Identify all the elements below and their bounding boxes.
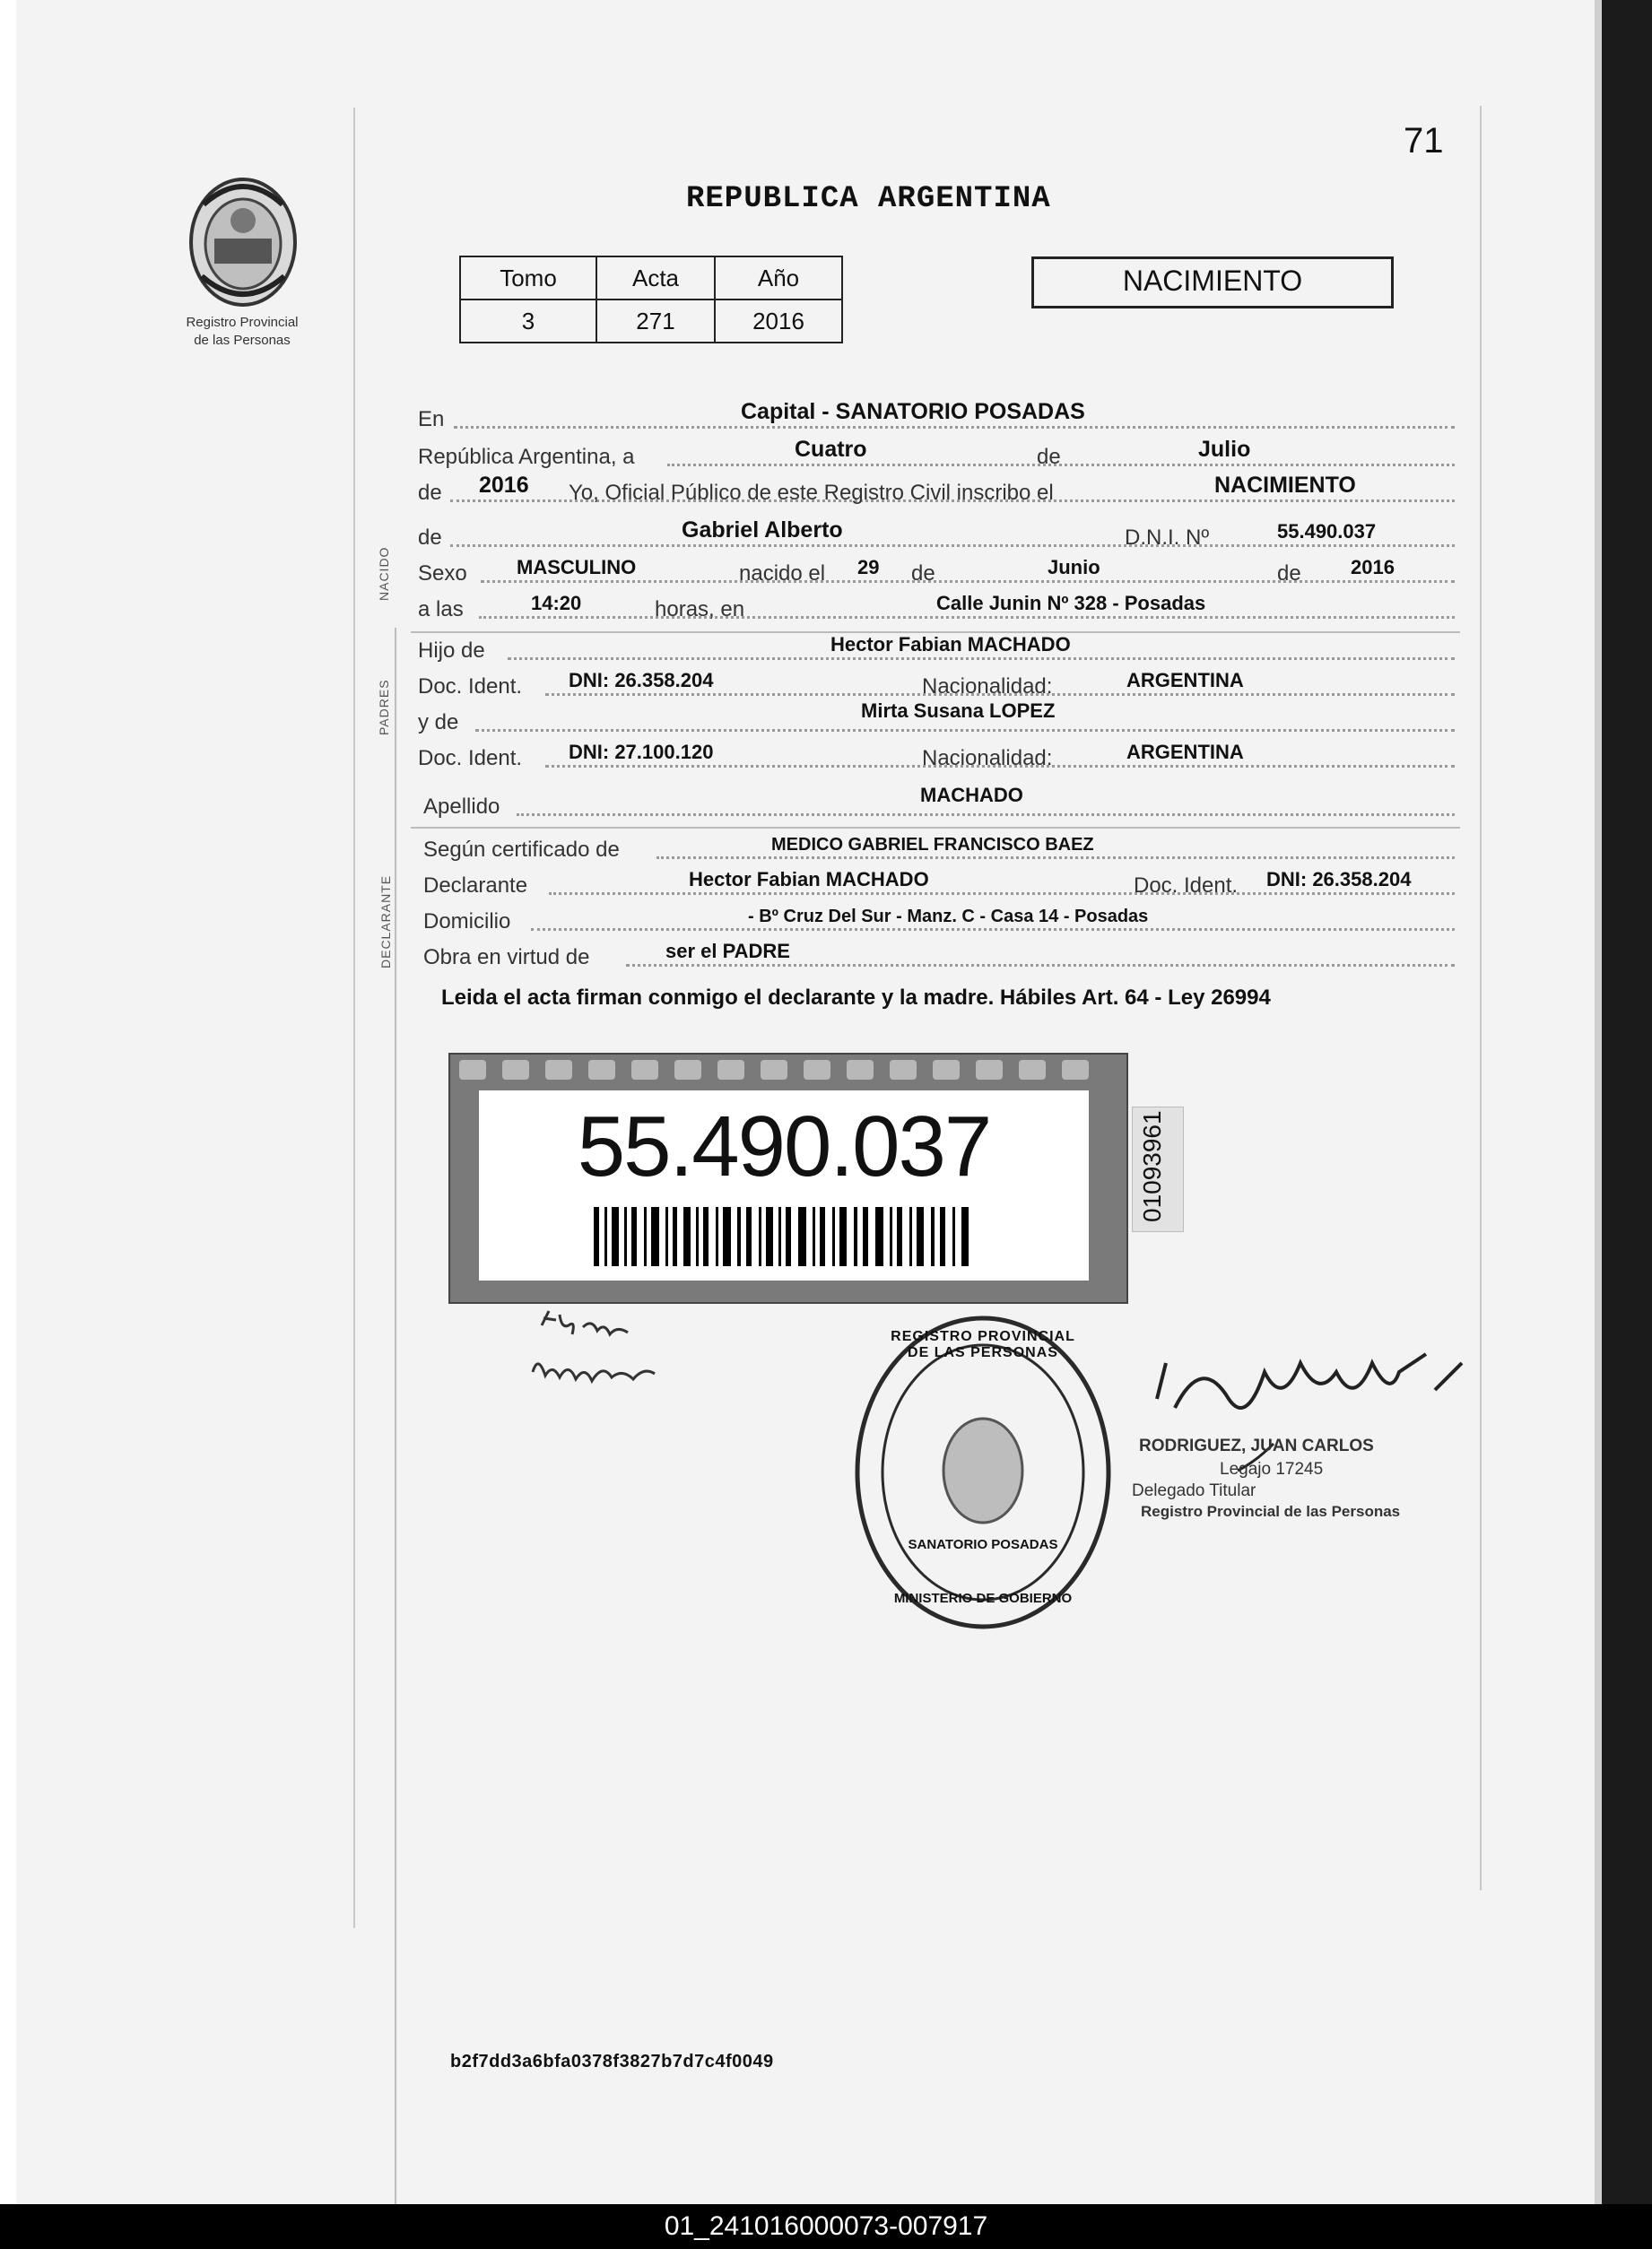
official-cargo: Delegado Titular <box>1132 1481 1256 1500</box>
label-a-las: a las <box>418 597 464 621</box>
stamp-outer-text: REGISTRO PROVINCIAL DE LAS PERSONAS <box>891 1329 1075 1360</box>
sticker-serial: 01093961 <box>1138 1110 1166 1222</box>
row-hora <box>418 592 1455 622</box>
dotted-line <box>450 544 1455 547</box>
value-madre-doc: DNI: 27.100.120 <box>569 741 714 763</box>
dotted-line <box>475 729 1455 732</box>
official-legajo: Legajo 17245 <box>1220 1460 1324 1479</box>
section-label-nacido: NACIDO <box>377 546 391 601</box>
label-de-nombre: de <box>418 525 442 550</box>
dotted-line <box>549 892 1455 895</box>
value-year: 2016 <box>479 473 529 498</box>
label-de-anio: de <box>1277 561 1301 586</box>
page-number: 71 <box>1404 121 1444 161</box>
label-certificado: Según certificado de <box>423 838 620 862</box>
document-hash: b2f7dd3a6bfa0378f3827b7d7c4f0049 <box>450 2052 774 2071</box>
misiones-crest-logo <box>184 169 302 312</box>
document-title: REPUBLICA ARGENTINA <box>686 182 1051 216</box>
row-nombre <box>418 517 1455 551</box>
label-de2: de <box>418 481 442 505</box>
label-declarante: Declarante <box>423 873 528 898</box>
dotted-line <box>667 464 1455 466</box>
row-apellido <box>418 784 1455 820</box>
value-acto: NACIMIENTO <box>1214 473 1356 498</box>
label-padre-doc: Doc. Ident. <box>418 674 523 699</box>
label-domicilio: Domicilio <box>423 909 511 933</box>
value-apellido: MACHADO <box>920 784 1023 806</box>
row-y-de <box>418 699 1455 735</box>
dotted-line <box>454 426 1455 429</box>
anio-header: Año <box>715 256 842 300</box>
value-birth-day: 29 <box>857 556 880 578</box>
handwritten-signatures <box>529 1309 673 1408</box>
section-divider <box>411 827 1460 829</box>
value-hora: 14:20 <box>531 592 582 614</box>
footer-id: 01_241016000073-007917 <box>664 2211 988 2241</box>
security-sticker <box>448 1053 1128 1304</box>
value-padre-doc: DNI: 26.358.204 <box>569 669 714 691</box>
right-margin-line <box>1480 106 1482 1890</box>
tomo-value: 3 <box>460 300 596 343</box>
row-padre-doc <box>418 669 1455 699</box>
left-margin-line-lower <box>395 628 396 2206</box>
row-hijo-de <box>418 633 1455 664</box>
acta-value: 271 <box>596 300 715 343</box>
label-madre-doc: Doc. Ident. <box>418 746 523 770</box>
value-padre: Hector Fabian MACHADO <box>830 633 1071 656</box>
label-horas-en: horas, en <box>655 597 745 621</box>
dotted-line <box>656 856 1455 859</box>
left-margin-line <box>353 108 355 1928</box>
row-madre-doc <box>418 741 1455 771</box>
row-domicilio <box>423 904 1455 934</box>
reference-table <box>459 256 843 343</box>
label-y-de: y de <box>418 710 459 734</box>
label-en: En <box>418 407 445 431</box>
row-en <box>418 399 1455 432</box>
official-name: RODRIGUEZ, JUAN CARLOS <box>1139 1437 1374 1455</box>
value-domicilio: - Bº Cruz Del Sur - Manz. C - Casa 14 - Posadas <box>748 907 1149 926</box>
value-birth-month: Junio <box>1048 556 1100 578</box>
label-madre-nacionalidad: Nacionalidad: <box>922 746 1053 770</box>
anio-value: 2016 <box>715 300 842 343</box>
label-apellido: Apellido <box>423 795 500 819</box>
sticker-number: 55.490.037 <box>577 1098 991 1194</box>
dotted-line <box>517 813 1455 816</box>
value-declarante-doc: DNI: 26.358.204 <box>1266 868 1412 890</box>
label-declarante-doc: Doc. Ident. <box>1134 873 1239 898</box>
record-type-box: NACIMIENTO <box>1031 256 1394 308</box>
value-en: Capital - SANATORIO POSADAS <box>741 399 1085 424</box>
label-sexo: Sexo <box>418 561 467 586</box>
row-declarante <box>423 868 1455 899</box>
value-nombre: Gabriel Alberto <box>682 517 843 543</box>
value-certificado: MEDICO GABRIEL FRANCISCO BAEZ <box>771 835 1094 855</box>
registry-caption-line1: Registro Provincial <box>186 315 299 330</box>
row-republica <box>418 439 1455 470</box>
value-declarante: Hector Fabian MACHADO <box>689 868 929 890</box>
dotted-line <box>479 616 1455 619</box>
dotted-line <box>626 964 1455 967</box>
sticker-label <box>479 1090 1089 1281</box>
row-obra <box>423 940 1455 970</box>
registry-caption <box>161 314 323 350</box>
acta-header: Acta <box>596 256 715 300</box>
legal-text: Leida el acta firman conmigo el declarante y la madre. Hábiles Art. 64 - Ley 26994 <box>441 986 1271 1010</box>
label-padre-nacionalidad: Nacionalidad: <box>922 674 1053 699</box>
value-madre-nacionalidad: ARGENTINA <box>1126 741 1244 763</box>
dotted-line <box>531 928 1455 931</box>
official-registro: Registro Provincial de las Personas <box>1141 1503 1401 1520</box>
value-month: Julio <box>1198 437 1251 462</box>
value-day-word: Cuatro <box>795 437 867 462</box>
value-madre: Mirta Susana LOPEZ <box>861 699 1056 722</box>
value-birth-year: 2016 <box>1351 556 1395 578</box>
official-signature <box>1130 1336 1489 1480</box>
footer-id-bar <box>0 2204 1652 2249</box>
label-republica: República Argentina, a <box>418 445 635 469</box>
label-oficial: Yo, Oficial Público de este Registro Civil inscribo el <box>569 481 1054 505</box>
label-dni: D.N.I. Nº <box>1125 525 1210 550</box>
value-padre-nacionalidad: ARGENTINA <box>1126 669 1244 691</box>
value-sexo: MASCULINO <box>517 556 637 578</box>
row-certificado <box>423 832 1455 863</box>
label-de-mes: de <box>911 561 935 586</box>
section-label-declarante: DECLARANTE <box>378 874 393 968</box>
stamp-inner-text: SANATORIO POSADAS <box>908 1537 1058 1552</box>
value-obra: ser el PADRE <box>665 940 790 962</box>
tomo-header: Tomo <box>460 256 596 300</box>
barcode <box>594 1207 970 1266</box>
serial-tab <box>1132 1107 1184 1232</box>
dotted-line <box>508 657 1455 660</box>
label-hijo-de: Hijo de <box>418 638 485 663</box>
row-oficial <box>418 475 1455 506</box>
registry-caption-line2: de las Personas <box>194 333 291 348</box>
section-label-padres: PADRES <box>377 679 391 735</box>
label-de: de <box>1037 445 1061 469</box>
page-edge-highlight <box>1595 0 1602 2204</box>
value-lugar: Calle Junin Nº 328 - Posadas <box>936 592 1206 614</box>
label-nacido-el: nacido el <box>739 561 826 586</box>
stamp-bottom-text: MINISTERIO DE GOBIERNO <box>893 1591 1073 1606</box>
value-dni: 55.490.037 <box>1277 520 1377 543</box>
row-sexo <box>418 556 1455 586</box>
page-edge-shadow <box>1595 0 1652 2204</box>
dotted-line <box>481 580 1455 583</box>
official-stamp <box>850 1311 1116 1634</box>
label-obra: Obra en virtud de <box>423 945 590 969</box>
